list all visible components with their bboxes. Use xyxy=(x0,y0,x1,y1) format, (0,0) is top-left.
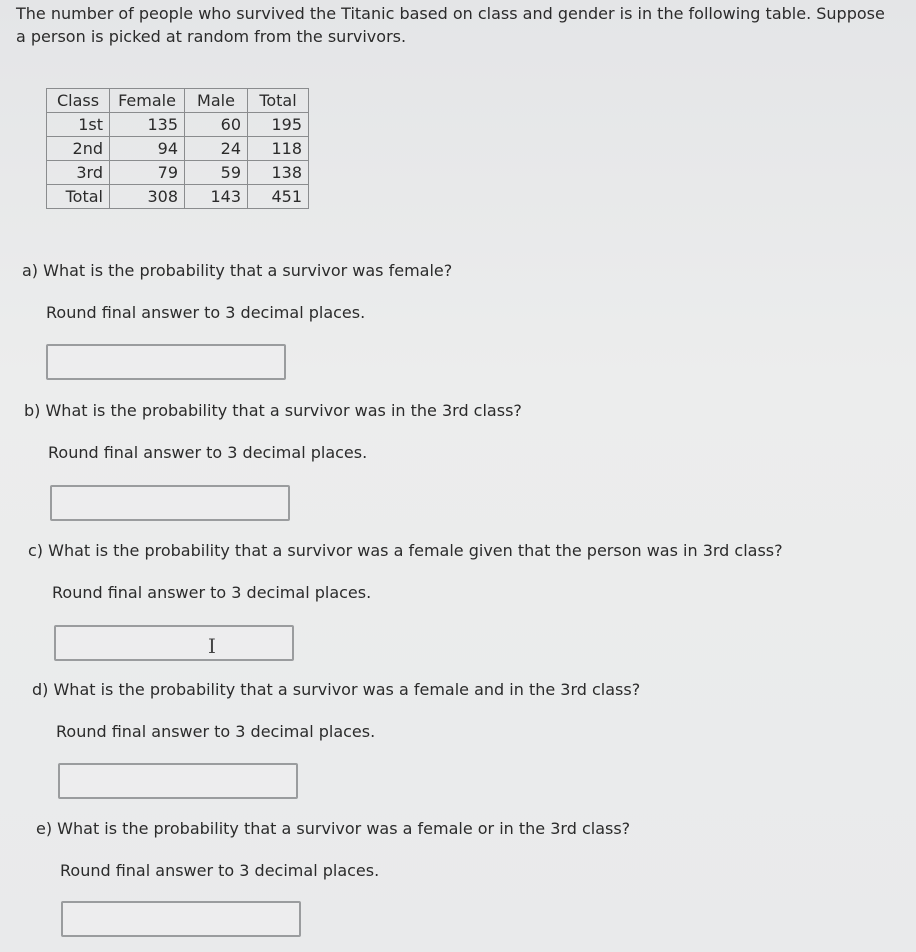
header-class: Class xyxy=(47,89,110,113)
table-cell: 135 xyxy=(110,113,185,137)
question-d-prompt: d) What is the probability that a survivor was a female and in the 3rd class? xyxy=(32,680,641,699)
question-b xyxy=(24,400,522,464)
table-row xyxy=(47,113,309,137)
question-c-instruction: Round final answer to 3 decimal places. xyxy=(52,583,372,602)
table-cell: 79 xyxy=(110,161,185,185)
question-d xyxy=(32,679,640,743)
intro-line-1: The number of people who survived the Titanic based on class and gender is in the following table. Suppose xyxy=(16,4,885,23)
table-cell: 143 xyxy=(185,185,248,209)
answer-e-input[interactable] xyxy=(61,901,301,937)
row-label: Total xyxy=(47,185,110,209)
question-b-prompt: b) What is the probability that a survivor was in the 3rd class? xyxy=(24,401,522,420)
question-e xyxy=(36,818,630,882)
table-cell: 59 xyxy=(185,161,248,185)
question-a xyxy=(22,260,452,324)
table-cell: 118 xyxy=(248,137,309,161)
survivors-table xyxy=(46,88,309,209)
answer-c-input[interactable] xyxy=(54,625,294,661)
question-b-instruction: Round final answer to 3 decimal places. xyxy=(48,443,368,462)
question-d-instruction: Round final answer to 3 decimal places. xyxy=(56,722,376,741)
table-cell: 94 xyxy=(110,137,185,161)
table-row xyxy=(47,137,309,161)
table-cell: 138 xyxy=(248,161,309,185)
answer-d-input[interactable] xyxy=(58,763,298,799)
table-cell: 60 xyxy=(185,113,248,137)
question-e-prompt: e) What is the probability that a survivor was a female or in the 3rd class? xyxy=(36,819,631,838)
table-row xyxy=(47,161,309,185)
answer-a-input[interactable] xyxy=(46,344,286,380)
answer-b-input[interactable] xyxy=(50,485,290,521)
text-cursor-icon: I xyxy=(208,634,216,658)
problem-intro xyxy=(16,2,896,48)
intro-line-2: a person is picked at random from the survivors. xyxy=(16,27,407,46)
row-label: 2nd xyxy=(47,137,110,161)
table-cell: 24 xyxy=(185,137,248,161)
table-row-total xyxy=(47,185,309,209)
table-cell: 308 xyxy=(110,185,185,209)
header-total: Total xyxy=(248,89,309,113)
table-header-row xyxy=(47,89,309,113)
question-a-prompt: a) What is the probability that a survivor was female? xyxy=(22,261,453,280)
table-cell: 195 xyxy=(248,113,309,137)
question-c-prompt: c) What is the probability that a survivor was a female given that the person was in 3rd class? xyxy=(28,541,783,560)
question-e-instruction: Round final answer to 3 decimal places. xyxy=(60,861,380,880)
table-cell: 451 xyxy=(248,185,309,209)
header-female: Female xyxy=(110,89,185,113)
header-male: Male xyxy=(185,89,248,113)
row-label: 1st xyxy=(47,113,110,137)
question-a-instruction: Round final answer to 3 decimal places. xyxy=(46,303,366,322)
row-label: 3rd xyxy=(47,161,110,185)
question-c xyxy=(28,540,783,604)
